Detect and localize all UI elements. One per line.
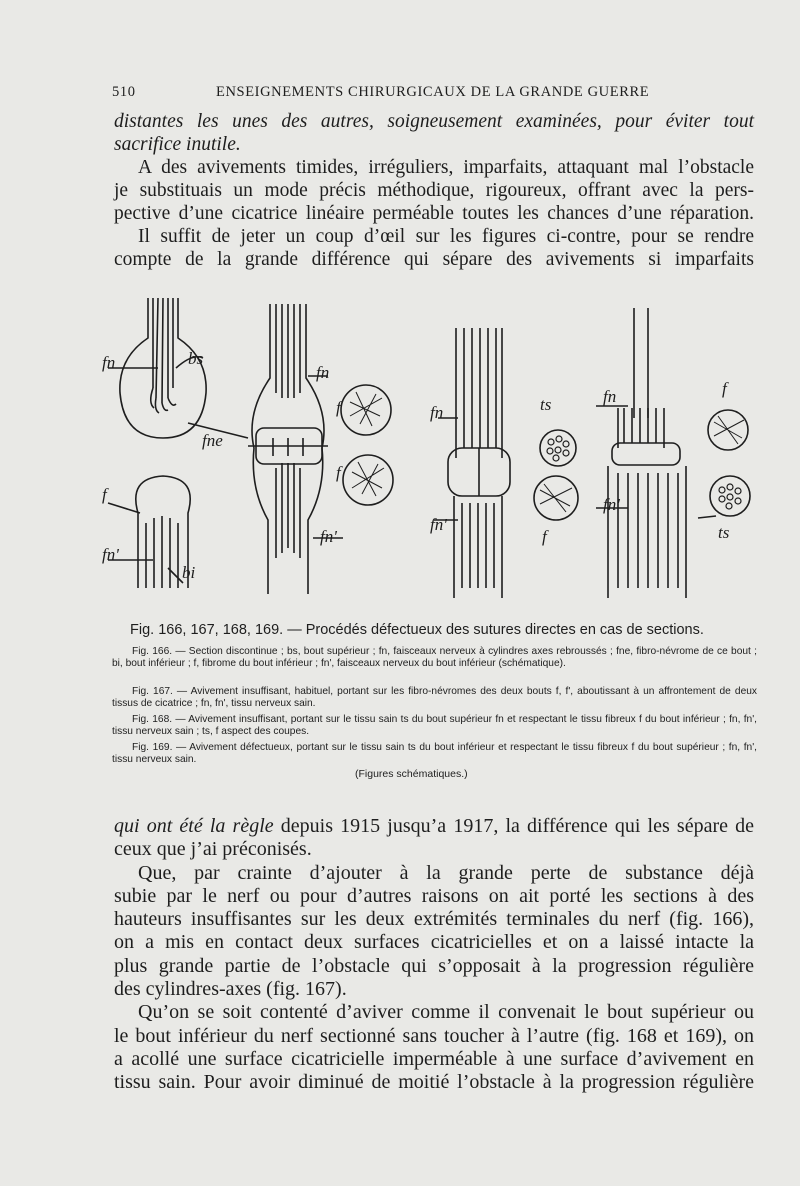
bottom-paragraphs — [114, 815, 754, 1095]
label-fn-prime-167: fn' — [320, 527, 337, 546]
label-f-prime-167: f — [336, 463, 341, 482]
text-line: Qu’on se soit contenté d’aviver comme il convenait le bout supérieur ou — [138, 1001, 754, 1024]
text-line: des cylindres-axes (fig. 167). — [114, 978, 347, 1001]
label-fn-167: fn — [316, 363, 330, 382]
label-fn-prime-169: fn' — [603, 495, 620, 514]
text-line: tissu sain. Pour avoir diminué de moitié l’obstacle à la progression régulière — [114, 1071, 754, 1094]
fig168-nerve — [434, 328, 510, 598]
caption-fig167: Fig. 167. — Avivement insuffisant, habituel, portant sur les fibro-névromes des deux bouts f, f', aboutissant à un affrontement de deux tissus de cicatrice ; fn, fn', tissu nerveux sain. — [112, 686, 757, 710]
text-line: Il suffit de jeter un coup d’œil sur les figures ci-contre, pour se rendre — [138, 226, 754, 247]
text-line: hauteurs insuffisantes sur les deux extrémités terminales du nerf (fig. 166), — [114, 908, 754, 931]
text-line: ceux que j’ai préconisés. — [114, 838, 312, 861]
fig169-section-ts-fascicles — [719, 484, 741, 509]
label-ts-168: ts — [540, 395, 552, 414]
text-line: Que, par crainte d’ajouter à la grande perte de substance déjà — [138, 861, 754, 884]
text-line: a acollé une surface cicatricielle imperméable à une surface d’avivement en — [114, 1047, 754, 1070]
label-ts-169: ts — [718, 523, 730, 542]
label-fn-168: fn — [430, 403, 444, 422]
running-header — [112, 84, 752, 106]
text-line: distantes les unes des autres, soigneusement examinées, pour éviter tout — [114, 111, 754, 132]
text-line: compte de la grande différence qui sépare des avivements si imparfaits — [114, 249, 754, 270]
fig167-nerve — [248, 304, 343, 594]
label-f-169: f — [722, 379, 727, 398]
label-fn-prime-168: fn' — [430, 515, 447, 534]
fig169-nerve — [596, 308, 686, 598]
label-bs: bs — [188, 349, 204, 368]
text-line: qui ont été la règle depuis 1915 jusqu’a 1917, la différence qui les sépare de — [114, 815, 755, 837]
text-line: subie par le nerf ou pour d’autres raisons on ait porté les sections à des — [114, 884, 754, 907]
text-line: pective d’une cicatrice linéaire perméable toutes les chances d’une réparation. — [114, 203, 754, 224]
label-f-167: f — [336, 398, 341, 417]
text-line: on a mis en contact deux surfaces cicatricielles et on a laissé intacte la — [114, 931, 754, 954]
top-paragraph — [114, 110, 754, 271]
fig166-upper-stump — [108, 298, 248, 438]
caption-fig166: Fig. 166. — Section discontinue ; bs, bout supérieur ; fn, faisceaux nerveux à cylindres axes rebroussés ; fne, fibro-névrome de ce bout ; bi, bout inférieur ; f, fibrome du bout inférieur ; fn', faisceaux nerveux du bout inférieur (schématique). — [112, 646, 757, 670]
running-title: ENSEIGNEMENTS CHIRURGICAUX DE LA GRANDE GUERRE — [216, 84, 650, 100]
text-line: A des avivements timides, irréguliers, imparfaits, attaquant mal l’obstacle — [138, 157, 754, 178]
text-line: le bout inférieur du nerf sectionné sans toucher à l’autre (fig. 168 et 169), on — [114, 1024, 754, 1047]
page-number: 510 — [112, 84, 136, 100]
figure-caption-title: Fig. 166, 167, 168, 169. — Procédés défectueux des sutures directes en cas de sections. — [130, 622, 704, 638]
fig168-section-ts-fascicles — [547, 436, 569, 461]
label-fne: fne — [202, 431, 223, 450]
label-fn: fn — [102, 353, 116, 372]
label-fn-prime-166: fn' — [102, 545, 119, 564]
label-fn-169: fn — [603, 387, 617, 406]
label-bi: bi — [182, 563, 196, 582]
caption-fig169: Fig. 169. — Avivement défectueux, portant sur le tissu sain ts du bout inférieur et respectant le tissu fibreux f du bout supérieur ; fn, fn', tissu nerveux sain. — [112, 742, 757, 766]
label-f-168: f — [542, 527, 547, 546]
label-f-166: f — [102, 485, 107, 504]
text-line: plus grande partie de l’obstacle qui s’opposait à la progression régulière — [114, 954, 754, 977]
fig169-section-ts — [710, 476, 750, 516]
text-line: sacrifice inutile. — [114, 134, 241, 155]
text-line: je substituais un mode précis méthodique, rigoureux, offrant avec la pers- — [114, 180, 754, 201]
fig166-lower-stump — [108, 476, 190, 588]
caption-fig168: Fig. 168. — Avivement insuffisant, portant sur le tissu sain ts du bout supérieur fn et respectant le tissu fibreux f du bout inférieur ; fn, fn', tissu nerveux sain ; ts, f aspect des coupes. — [112, 714, 757, 738]
nerve-suture-figure — [98, 298, 762, 616]
figures-note: (Figures schématiques.) — [355, 768, 468, 780]
